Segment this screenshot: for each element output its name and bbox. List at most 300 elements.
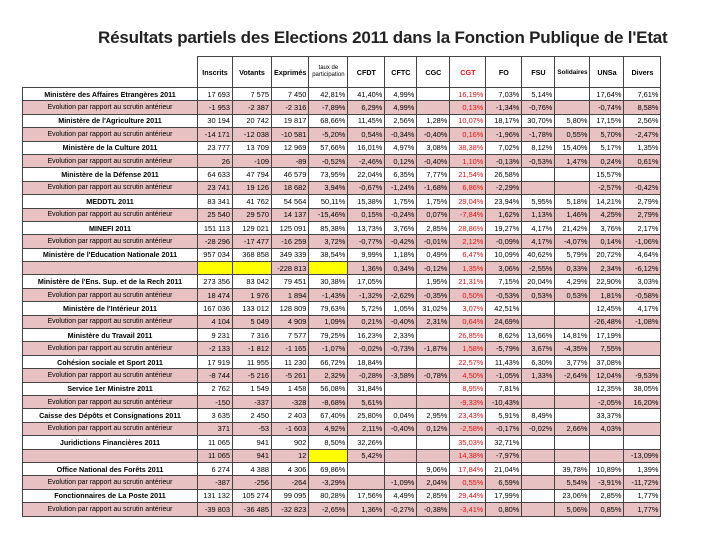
row-label: Evolution par rapport au scrutin antérieur xyxy=(23,235,198,248)
cell-cgt: 21,31% xyxy=(450,275,486,288)
cell-inscrits: -1 953 xyxy=(198,101,233,114)
cell-inscrits: 11 065 xyxy=(198,449,233,462)
cell-exprim-s: -1 165 xyxy=(272,342,309,355)
cell-cftc: -3,58% xyxy=(385,369,417,382)
cell-votants: -256 xyxy=(233,476,272,489)
evolution-row xyxy=(23,476,661,489)
cell-cgt: 6,86% xyxy=(450,181,486,194)
cell-cgt: 35,03% xyxy=(450,436,486,449)
cell-inscrits: 9 231 xyxy=(198,329,233,342)
row-label: Evolution par rapport au scrutin antérieur xyxy=(23,422,198,435)
cell-inscrits: 957 034 xyxy=(198,248,233,261)
cell-cfdt: 31,84% xyxy=(348,382,385,395)
row-label xyxy=(23,449,198,462)
cell-taux-de-participation: -1,07% xyxy=(309,342,348,355)
cell-exprim-s: -5 261 xyxy=(272,369,309,382)
cell-divers: 2,79% xyxy=(624,208,661,221)
evolution-row xyxy=(23,262,661,275)
cell-cgc: -1,68% xyxy=(417,181,450,194)
cell-unsa: 12,45% xyxy=(590,302,624,315)
cell-cgt: 3,07% xyxy=(450,302,486,315)
cell-cftc xyxy=(385,395,417,408)
cell-divers: -13,09% xyxy=(624,449,661,462)
evolution-row xyxy=(23,288,661,301)
cell-unsa: 14,21% xyxy=(590,195,624,208)
cell-fsu xyxy=(522,315,555,328)
cell-fsu xyxy=(522,181,555,194)
cell-fsu: 3,67% xyxy=(522,342,555,355)
cell-cfdt: 1,36% xyxy=(348,262,385,275)
evolution-row xyxy=(23,315,661,328)
cell-cgt: 21,54% xyxy=(450,168,486,181)
cell-exprim-s: 7 450 xyxy=(272,88,309,101)
cell-fsu: -0,53% xyxy=(522,154,555,167)
cell-votants: 41 762 xyxy=(233,195,272,208)
cell-taux-de-participation: 3,72% xyxy=(309,235,348,248)
cell-fsu xyxy=(522,449,555,462)
cell-unsa: 4,03% xyxy=(590,422,624,435)
ministry-row xyxy=(23,302,661,315)
row-label: Ministère de l'Ens. Sup. et de la Rech 2011 xyxy=(23,275,198,288)
cell-cftc: 4,99% xyxy=(385,101,417,114)
cell-exprim-s: 7 577 xyxy=(272,329,309,342)
cell-solidaires: 39,78% xyxy=(555,462,590,475)
cell-solidaires: 0,53% xyxy=(555,288,590,301)
cell-cftc: -0,34% xyxy=(385,128,417,141)
cell-exprim-s: -1 603 xyxy=(272,422,309,435)
cell-exprim-s: 128 809 xyxy=(272,302,309,315)
cell-cftc: 4,49% xyxy=(385,489,417,502)
cell-inscrits xyxy=(198,262,233,275)
cell-cgc xyxy=(417,436,450,449)
cell-cgc: 31,02% xyxy=(417,302,450,315)
cell-taux-de-participation: 1,09% xyxy=(309,315,348,328)
cell-taux-de-participation: 56,08% xyxy=(309,382,348,395)
row-label: Evolution par rapport au scrutin antérieur xyxy=(23,395,198,408)
cell-inscrits: 131 132 xyxy=(198,489,233,502)
cell-inscrits: 371 xyxy=(198,422,233,435)
cell-inscrits: 2 762 xyxy=(198,382,233,395)
ministry-row xyxy=(23,489,661,502)
cell-solidaires xyxy=(555,409,590,422)
cell-votants: -36 485 xyxy=(233,503,272,516)
cell-votants: -337 xyxy=(233,395,272,408)
row-label: Fonctionnaires de La Poste 2011 xyxy=(23,489,198,502)
column-header-fsu: FSU xyxy=(522,57,555,88)
cell-fo: -7,97% xyxy=(486,449,522,462)
cell-inscrits: 17 693 xyxy=(198,88,233,101)
evolution-row xyxy=(23,342,661,355)
cell-cgt: 0,64% xyxy=(450,315,486,328)
row-label: Ministère de l'Agriculture 2011 xyxy=(23,114,198,127)
cell-inscrits: 23 777 xyxy=(198,141,233,154)
cell-solidaires: 14,81% xyxy=(555,329,590,342)
cell-votants: 29 570 xyxy=(233,208,272,221)
column-header-taux-de-participation: taux de participation xyxy=(309,57,348,88)
cell-fo: 3,06% xyxy=(486,262,522,275)
cell-taux-de-participation: 67,40% xyxy=(309,409,348,422)
cell-votants: 13 709 xyxy=(233,141,272,154)
cell-fo: -1,05% xyxy=(486,369,522,382)
cell-taux-de-participation: 73,95% xyxy=(309,168,348,181)
row-label: Caisse des Dépôts et Consignations 2011 xyxy=(23,409,198,422)
cell-taux-de-participation: 30,38% xyxy=(309,275,348,288)
cell-solidaires xyxy=(555,181,590,194)
cell-votants: -17 477 xyxy=(233,235,272,248)
cell-taux-de-participation: 3,94% xyxy=(309,181,348,194)
cell-cftc: 3,76% xyxy=(385,221,417,234)
cell-cftc: 6,35% xyxy=(385,168,417,181)
ministry-row xyxy=(23,88,661,101)
evolution-row xyxy=(23,181,661,194)
column-header-fo: FO xyxy=(486,57,522,88)
cell-taux-de-participation: 79,63% xyxy=(309,302,348,315)
cell-divers: -2,47% xyxy=(624,128,661,141)
cell-cftc: 2,33% xyxy=(385,329,417,342)
cell-divers xyxy=(624,342,661,355)
cell-cfdt: 15,38% xyxy=(348,195,385,208)
cell-fsu xyxy=(522,476,555,489)
ministry-row xyxy=(23,195,661,208)
cell-cftc: 2,56% xyxy=(385,114,417,127)
cell-exprim-s: 79 451 xyxy=(272,275,309,288)
cell-cgc: 9,06% xyxy=(417,462,450,475)
cell-solidaires xyxy=(555,382,590,395)
cell-cgc xyxy=(417,329,450,342)
cell-inscrits: 18 474 xyxy=(198,288,233,301)
cell-fo: -2,29% xyxy=(486,181,522,194)
column-header-votants: Votants xyxy=(233,57,272,88)
cell-cftc: -0,24% xyxy=(385,208,417,221)
cell-fo: 7,02% xyxy=(486,141,522,154)
cell-votants: 4 388 xyxy=(233,462,272,475)
column-header-cgt: CGT xyxy=(450,57,486,88)
cell-fo: 32,71% xyxy=(486,436,522,449)
cell-exprim-s: -328 xyxy=(272,395,309,408)
column-header-solidaires: Solidaires xyxy=(555,57,590,88)
cell-taux-de-participation: -3,29% xyxy=(309,476,348,489)
cell-cgc: 2,31% xyxy=(417,315,450,328)
cell-exprim-s: 902 xyxy=(272,436,309,449)
column-header-divers: Divers xyxy=(624,57,661,88)
cell-solidaires: -2,64% xyxy=(555,369,590,382)
cell-votants: 7 316 xyxy=(233,329,272,342)
cell-exprim-s: 2 403 xyxy=(272,409,309,422)
header-corner xyxy=(23,57,198,88)
cell-unsa: -3,91% xyxy=(590,476,624,489)
cell-votants: 20 742 xyxy=(233,114,272,127)
cell-divers: -1,06% xyxy=(624,235,661,248)
cell-divers xyxy=(624,329,661,342)
cell-exprim-s: -228 813 xyxy=(272,262,309,275)
cell-solidaires: 15,40% xyxy=(555,141,590,154)
cell-cgt: 1,10% xyxy=(450,154,486,167)
cell-fsu: -1,78% xyxy=(522,128,555,141)
cell-inscrits: -2 133 xyxy=(198,342,233,355)
cell-divers xyxy=(624,436,661,449)
cell-exprim-s: 14 137 xyxy=(272,208,309,221)
cell-cfdt: 5,72% xyxy=(348,302,385,315)
cell-fo: 19,27% xyxy=(486,221,522,234)
cell-cfdt: -0,02% xyxy=(348,342,385,355)
cell-divers: 2,17% xyxy=(624,221,661,234)
cell-cfdt: 22,04% xyxy=(348,168,385,181)
cell-unsa: 4,25% xyxy=(590,208,624,221)
cell-divers xyxy=(624,355,661,368)
cell-fsu: 5,95% xyxy=(522,195,555,208)
cell-exprim-s: 4 306 xyxy=(272,462,309,475)
row-label: Juridictions Financières 2011 xyxy=(23,436,198,449)
cell-divers: 38,05% xyxy=(624,382,661,395)
cell-unsa: -2,57% xyxy=(590,181,624,194)
cell-cgt: 28,86% xyxy=(450,221,486,234)
cell-taux-de-participation: -5,20% xyxy=(309,128,348,141)
cell-unsa: 0,14% xyxy=(590,235,624,248)
cell-cgt: 29,44% xyxy=(450,489,486,502)
cell-cgc xyxy=(417,449,450,462)
cell-cgt: 0,13% xyxy=(450,101,486,114)
row-label: Evolution par rapport au scrutin antérieur xyxy=(23,315,198,328)
cell-divers: 1,39% xyxy=(624,462,661,475)
cell-solidaires: 2,66% xyxy=(555,422,590,435)
ministry-row xyxy=(23,462,661,475)
cell-votants: 11 955 xyxy=(233,355,272,368)
cell-votants: 1 549 xyxy=(233,382,272,395)
cell-inscrits: 4 104 xyxy=(198,315,233,328)
cell-divers: -6,12% xyxy=(624,262,661,275)
cell-fo: 0,80% xyxy=(486,503,522,516)
cell-taux-de-participation: 66,72% xyxy=(309,355,348,368)
cell-taux-de-participation: 69,86% xyxy=(309,462,348,475)
cell-taux-de-participation: 68,66% xyxy=(309,114,348,127)
cell-cfdt: -1,32% xyxy=(348,288,385,301)
cell-divers xyxy=(624,409,661,422)
cell-votants: -1 812 xyxy=(233,342,272,355)
cell-solidaires: -4,07% xyxy=(555,235,590,248)
cell-solidaires: 1,46% xyxy=(555,208,590,221)
evolution-row xyxy=(23,395,661,408)
ministry-row xyxy=(23,275,661,288)
cell-inscrits: 26 xyxy=(198,154,233,167)
cell-cgc: -0,01% xyxy=(417,235,450,248)
cell-solidaires xyxy=(555,88,590,101)
cell-solidaires: 0,55% xyxy=(555,128,590,141)
cell-inscrits: -14 171 xyxy=(198,128,233,141)
cell-taux-de-participation xyxy=(309,262,348,275)
cell-inscrits: 6 274 xyxy=(198,462,233,475)
cell-exprim-s: 54 564 xyxy=(272,195,309,208)
cell-cgt: 8,95% xyxy=(450,382,486,395)
cell-unsa: 17,64% xyxy=(590,88,624,101)
cell-votants: -5 216 xyxy=(233,369,272,382)
cell-cgt: 38,38% xyxy=(450,141,486,154)
row-label: Cohésion sociale et Sport 2011 xyxy=(23,355,198,368)
cell-exprim-s: 46 579 xyxy=(272,168,309,181)
cell-fsu xyxy=(522,395,555,408)
cell-votants: -2 387 xyxy=(233,101,272,114)
cell-cgc xyxy=(417,395,450,408)
cell-solidaires: 1,47% xyxy=(555,154,590,167)
cell-cgt: 1,35% xyxy=(450,262,486,275)
cell-votants: 5 049 xyxy=(233,315,272,328)
cell-votants: 19 126 xyxy=(233,181,272,194)
cell-taux-de-participation: -15,46% xyxy=(309,208,348,221)
cell-cgt: -7,84% xyxy=(450,208,486,221)
cell-cgc xyxy=(417,101,450,114)
row-label: Evolution par rapport au scrutin antérieur xyxy=(23,369,198,382)
ministry-row xyxy=(23,141,661,154)
row-label: Evolution par rapport au scrutin antérieur xyxy=(23,154,198,167)
row-label: Evolution par rapport au scrutin antérieur xyxy=(23,128,198,141)
cell-cgt: 16,19% xyxy=(450,88,486,101)
cell-cgt: -3,41% xyxy=(450,503,486,516)
cell-taux-de-participation: 80,28% xyxy=(309,489,348,502)
cell-inscrits: 23 741 xyxy=(198,181,233,194)
cell-fsu: 20,04% xyxy=(522,275,555,288)
cell-divers: -11,72% xyxy=(624,476,661,489)
cell-votants: 941 xyxy=(233,436,272,449)
cell-solidaires xyxy=(555,302,590,315)
ministry-row xyxy=(23,329,661,342)
cell-fo: 24,69% xyxy=(486,315,522,328)
cell-fo: 23,94% xyxy=(486,195,522,208)
cell-inscrits: 151 113 xyxy=(198,221,233,234)
cell-cgc: 2,85% xyxy=(417,489,450,502)
cell-exprim-s: -264 xyxy=(272,476,309,489)
cell-cfdt: 25,80% xyxy=(348,409,385,422)
cell-unsa: -2,05% xyxy=(590,395,624,408)
ministry-row xyxy=(23,248,661,261)
cell-cgc xyxy=(417,355,450,368)
cell-cgc: 1,95% xyxy=(417,275,450,288)
cell-votants: -109 xyxy=(233,154,272,167)
cell-solidaires: 5,80% xyxy=(555,114,590,127)
row-label: Evolution par rapport au scrutin antérieur xyxy=(23,503,198,516)
cell-unsa: 1,81% xyxy=(590,288,624,301)
cell-cgc: -0,40% xyxy=(417,128,450,141)
cell-exprim-s: 99 095 xyxy=(272,489,309,502)
cell-taux-de-participation: 8,50% xyxy=(309,436,348,449)
cell-cftc xyxy=(385,462,417,475)
cell-cgc: -0,12% xyxy=(417,262,450,275)
cell-unsa: 17,15% xyxy=(590,114,624,127)
cell-solidaires: 5,18% xyxy=(555,195,590,208)
evolution-row xyxy=(23,128,661,141)
cell-fo: 26,58% xyxy=(486,168,522,181)
cell-cgt: 22,57% xyxy=(450,355,486,368)
cell-cfdt: 18,84% xyxy=(348,355,385,368)
cell-inscrits: 25 540 xyxy=(198,208,233,221)
cell-fo: -0,13% xyxy=(486,154,522,167)
row-label: Ministère de la Culture 2011 xyxy=(23,141,198,154)
cell-fo: -1,34% xyxy=(486,101,522,114)
cell-unsa: 33,37% xyxy=(590,409,624,422)
cell-cgt: 29,04% xyxy=(450,195,486,208)
cell-cgc: -1,87% xyxy=(417,342,450,355)
cell-fsu: 5,14% xyxy=(522,88,555,101)
cell-fo: 1,62% xyxy=(486,208,522,221)
cell-votants: 1 976 xyxy=(233,288,272,301)
cell-cgc: 0,49% xyxy=(417,248,450,261)
cell-exprim-s: 349 339 xyxy=(272,248,309,261)
cell-unsa: 3,76% xyxy=(590,221,624,234)
cell-divers: 2,79% xyxy=(624,195,661,208)
cell-cftc xyxy=(385,355,417,368)
cell-cftc: 1,18% xyxy=(385,248,417,261)
cell-unsa: 2,85% xyxy=(590,489,624,502)
cell-cgt: 10,07% xyxy=(450,114,486,127)
cell-votants: 83 042 xyxy=(233,275,272,288)
cell-divers xyxy=(624,168,661,181)
cell-cfdt: 13,73% xyxy=(348,221,385,234)
cell-cftc: -1,09% xyxy=(385,476,417,489)
cell-cftc: 4,99% xyxy=(385,88,417,101)
evolution-row xyxy=(23,503,661,516)
cell-inscrits: -387 xyxy=(198,476,233,489)
row-label: Evolution par rapport au scrutin antérieur xyxy=(23,288,198,301)
cell-cgc: -0,40% xyxy=(417,154,450,167)
cell-fo: 6,59% xyxy=(486,476,522,489)
row-label: Evolution par rapport au scrutin antérieur xyxy=(23,181,198,194)
cell-cfdt xyxy=(348,462,385,475)
ministry-row xyxy=(23,382,661,395)
cell-exprim-s: -10 581 xyxy=(272,128,309,141)
cell-votants: 133 012 xyxy=(233,302,272,315)
cell-solidaires xyxy=(555,168,590,181)
cell-cfdt: 41,40% xyxy=(348,88,385,101)
cell-cfdt: 5,42% xyxy=(348,449,385,462)
cell-taux-de-participation: 38,54% xyxy=(309,248,348,261)
ministry-row xyxy=(23,221,661,234)
cell-unsa: 10,89% xyxy=(590,462,624,475)
cell-unsa: 37,08% xyxy=(590,355,624,368)
cell-unsa: 5,70% xyxy=(590,128,624,141)
row-label: MEDDTL 2011 xyxy=(23,195,198,208)
cell-fo: 7,15% xyxy=(486,275,522,288)
cell-exprim-s: 18 682 xyxy=(272,181,309,194)
cell-cfdt: 32,26% xyxy=(348,436,385,449)
cell-unsa: 0,24% xyxy=(590,154,624,167)
cell-exprim-s: 1 458 xyxy=(272,382,309,395)
row-label: Ministère de la Défense 2011 xyxy=(23,168,198,181)
cell-cgc: -0,78% xyxy=(417,369,450,382)
cell-divers: -1,08% xyxy=(624,315,661,328)
cell-taux-de-participation: 42,81% xyxy=(309,88,348,101)
cell-fo: 10,09% xyxy=(486,248,522,261)
cell-cftc: 0,34% xyxy=(385,262,417,275)
cell-cgc: 1,75% xyxy=(417,195,450,208)
cell-fsu xyxy=(522,489,555,502)
ministry-row xyxy=(23,114,661,127)
ministry-row xyxy=(23,168,661,181)
cell-unsa: 12,35% xyxy=(590,382,624,395)
evolution-row xyxy=(23,154,661,167)
cell-fsu xyxy=(522,382,555,395)
cell-taux-de-participation: -7,89% xyxy=(309,101,348,114)
cell-cgc: -0,35% xyxy=(417,288,450,301)
header-row xyxy=(23,57,661,88)
row-label: Ministère du Travail 2011 xyxy=(23,329,198,342)
row-label xyxy=(23,262,198,275)
evolution-row xyxy=(23,101,661,114)
cell-divers xyxy=(624,422,661,435)
cell-fsu: -2,55% xyxy=(522,262,555,275)
cell-fsu: 40,62% xyxy=(522,248,555,261)
cell-cftc: -2,62% xyxy=(385,288,417,301)
cell-inscrits: 11 065 xyxy=(198,436,233,449)
cell-divers: 0,61% xyxy=(624,154,661,167)
cell-taux-de-participation: 85,38% xyxy=(309,221,348,234)
